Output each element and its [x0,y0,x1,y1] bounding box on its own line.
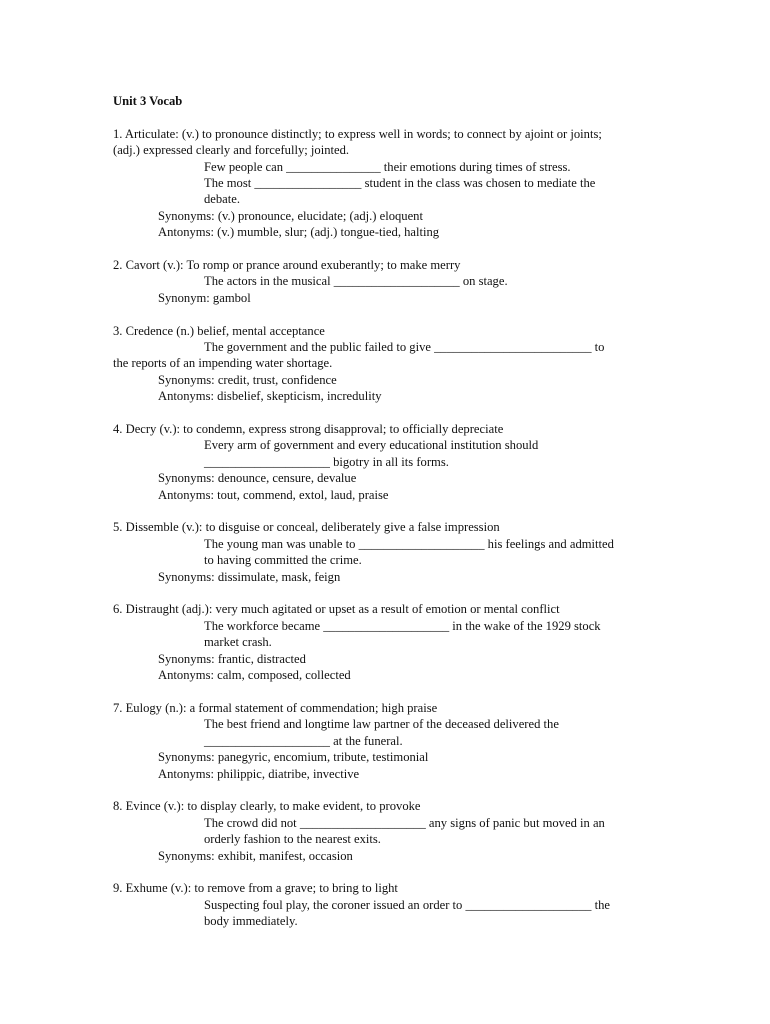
example-sentence-line: The government and the public failed to give _________________________ to [204,340,605,355]
example-sentence-line: The crowd did not ____________________ any signs of panic but moved in an [204,815,605,830]
synonyms-antonyms-line: Antonyms: philippic, diatribe, invective [158,766,360,781]
definition-line: 1. Articulate: (v.) to pronounce distinctly; to express well in words; to connect by ajoint or joints; [113,126,602,141]
example-sentence-line: The most _________________ student in the class was chosen to mediate the [204,176,596,190]
document-title: Unit 3 Vocab [113,94,183,108]
synonyms-antonyms-line: Synonyms: exhibit, manifest, occasion [158,848,353,863]
synonyms-antonyms-line: Synonyms: denounce, censure, devalue [158,471,357,486]
synonyms-antonyms-line: Antonyms: tout, commend, extol, laud, praise [158,487,389,502]
definition-line: 5. Dissemble (v.): to disguise or conceal, deliberately give a false impression [113,520,500,535]
vocab-entry [113,601,658,683]
definition-line: 7. Eulogy (n.): a formal statement of commendation; high praise [113,700,438,715]
synonyms-antonyms-line: Antonyms: (v.) mumble, slur; (adj.) tongue-tied, halting [158,225,440,240]
vocab-entry [113,126,658,241]
definition-line: 2. Cavort (v.): To romp or prance around exuberantly; to make merry [113,258,461,273]
example-sentence-line: debate. [204,192,241,207]
definition-line: (adj.) expressed clearly and forcefully; jointed. [113,143,350,158]
vocab-entry [113,519,658,585]
vocab-entry [113,257,658,306]
definition-line: 3. Credence (n.) belief, mental acceptance [113,323,325,338]
document-page [113,93,658,946]
definition-line: the reports of an impending water shortage. [113,356,333,371]
definition-line: 8. Evince (v.): to display clearly, to make evident, to provoke [113,799,421,814]
synonyms-antonyms-line: Synonyms: panegyric, encomium, tribute, testimonial [158,750,429,765]
synonyms-antonyms-line: Antonyms: disbelief, skepticism, incredulity [158,389,382,404]
example-sentence-line: ____________________ bigotry in all its forms. [204,454,449,469]
example-sentence-line: The best friend and longtime law partner of the deceased delivered the [204,717,559,732]
example-sentence-line: Suspecting foul play, the coroner issued an order to ____________________ the [204,897,610,912]
vocab-entry [113,421,658,503]
example-sentence-line: to having committed the crime. [204,553,362,568]
synonyms-antonyms-line: Synonyms: dissimulate, mask, feign [158,569,341,584]
example-sentence-line: Few people can _______________ their emotions during times of stress. [204,159,571,174]
definition-line: 4. Decry (v.): to condemn, express strong disapproval; to officially depreciate [113,422,504,437]
vocab-entry [113,323,658,405]
example-sentence-line: market crash. [204,635,272,650]
synonyms-antonyms-line: Antonyms: calm, composed, collected [158,668,351,683]
vocab-list [113,126,658,930]
example-sentence-line: The actors in the musical ____________________ on stage. [204,274,508,289]
example-sentence-line: body immediately. [204,914,298,929]
example-sentence-line: orderly fashion to the nearest exits. [204,832,381,847]
example-sentence-line: The workforce became ____________________ in the wake of the 1929 stock [204,618,601,633]
vocab-entry [113,880,658,929]
synonyms-antonyms-line: Synonyms: (v.) pronounce, elucidate; (adj.) eloquent [158,208,423,223]
vocab-entry [113,700,658,782]
synonyms-antonyms-line: Synonym: gambol [158,290,251,305]
example-sentence-line: The young man was unable to ____________________ his feelings and admitted [204,536,614,551]
synonyms-antonyms-line: Synonyms: credit, trust, confidence [158,372,337,387]
example-sentence-line: Every arm of government and every educational institution should [204,438,539,453]
synonyms-antonyms-line: Synonyms: frantic, distracted [158,651,306,666]
definition-line: 9. Exhume (v.): to remove from a grave; to bring to light [113,881,398,896]
example-sentence-line: ____________________ at the funeral. [204,733,403,748]
definition-line: 6. Distraught (adj.): very much agitated or upset as a result of emotion or mental conflict [113,602,560,617]
vocab-entry [113,798,658,864]
